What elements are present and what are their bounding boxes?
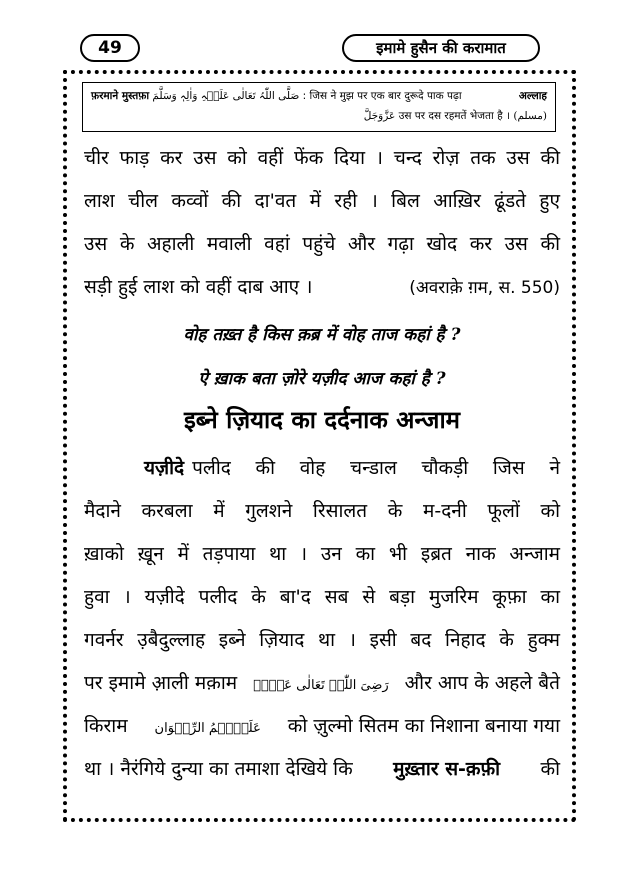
paragraph-1-line-3: उस के अहाली मवाली वहां पहुंचे और गढ़ा खोद कर उस की: [84, 233, 560, 255]
hadith-label: फ़रमाने मुस्तफ़ा: [91, 90, 150, 102]
paragraph-2-line-7-b: को ज़ुल्मो सितम का निशाना बनाया गया: [287, 715, 560, 737]
paragraph-1-line-1: चीर फाड़ कर उस को वहीं फेंक दिया । चन्द रोज़ तक उस की: [84, 147, 560, 169]
source-reference: (अवराक़े ग़म, स. 550): [409, 278, 560, 298]
arabic-honorific-radiallah: رَضِیَ اللّٰہُ تَعَالٰی عَنۡہُ: [253, 678, 389, 693]
couplet-line-1: वोह तख़्त है किस क़ब्र में वोह ताज कहां है ?: [183, 325, 461, 345]
paragraph-2-line-6-b: और आप के अहले बैते: [404, 672, 560, 694]
paragraph-2-line-4: हुवा । यज़ीदे पलीद के बा'द सब से बड़ा मुजरिम कूफ़ा का: [84, 586, 560, 608]
paragraph-2-line-8-b: की: [540, 758, 560, 780]
paragraph-2-line-5: गवर्नर उ़बैदुल्लाह इब्ने ज़ियाद था । इसी बद निहाद के हुक्म: [84, 629, 560, 651]
paragraph-2-line-6-a: पर इमामे आ़ली मक़ाम: [84, 672, 238, 694]
arabic-muslim-reference: (مسلم): [513, 110, 547, 122]
paragraph-2-line-3: ख़ाको ख़ून में तड़पाया था । उन का भी इब्रत नाक अन्जाम: [84, 543, 560, 565]
page-number: 49: [80, 34, 140, 62]
hadith-text-1: : जिस ने मुझ पर एक बार दुरूदे पाक पढ़ा: [302, 90, 462, 102]
paragraph-2-line-7-a: किराम: [84, 715, 128, 737]
arabic-salutation: صَلَّی اللّٰہُ تَعَالٰی عَلَیۡہِ وَاٰلِہٖ وَسَلَّمَ: [152, 90, 300, 102]
paragraph-2-line-2: मैदाने करबला में गुलशने रिसालत के म-दनी फूलों को: [84, 500, 560, 522]
couplet-line-2: ऐ ख़ाक बता ज़ोरे यज़ीद आज कहां है ?: [198, 369, 446, 389]
paragraph-1-line-2: लाश चील कव्वों की दा'वत में रही । बिल आख़िर ढूंडते हुए: [84, 190, 560, 212]
arabic-azzawajal: عَزَّوَجَلَّ: [363, 110, 396, 122]
paragraph-2-line-1: [144, 454, 560, 480]
paragraph-1-line-4: [84, 273, 560, 299]
paragraph-2-line-1-text: पलीद की वोह चन्डाल चौकड़ी जिस ने: [192, 457, 560, 479]
paragraph-2-bold-start: यज़ीदे: [144, 457, 185, 479]
hadith-line-2: [91, 106, 547, 126]
paragraph-2-line-6: [84, 669, 560, 695]
hadith-text-2: उस पर दस रहमतें भेजता है ।: [398, 110, 510, 122]
section-heading: इब्ने ज़ियाद का दर्दनाक अन्जाम: [183, 406, 461, 434]
paragraph-1-line-4-text: सड़ी हुई लाश को वहीं दाब आए ।: [84, 276, 313, 298]
arabic-honorific-alaihim: عَلَیۡہِمُ الرِّضۡوَان: [154, 721, 261, 736]
running-title: इमामे हुसैन की करामात: [342, 34, 540, 62]
hadith-box: [82, 82, 556, 132]
paragraph-2-line-7: [84, 712, 560, 738]
paragraph-2-bold-name: मुख़्तार स-क़फ़ी: [393, 758, 501, 780]
paragraph-2-line-8: [84, 755, 560, 781]
page-border: [63, 70, 576, 822]
hadith-line-1: [91, 86, 547, 106]
paragraph-2-line-8-a: था । नैरंगिये दुन्या का तमाशा देखिये कि: [84, 758, 353, 780]
hadith-allah: अल्लाह: [518, 90, 547, 102]
